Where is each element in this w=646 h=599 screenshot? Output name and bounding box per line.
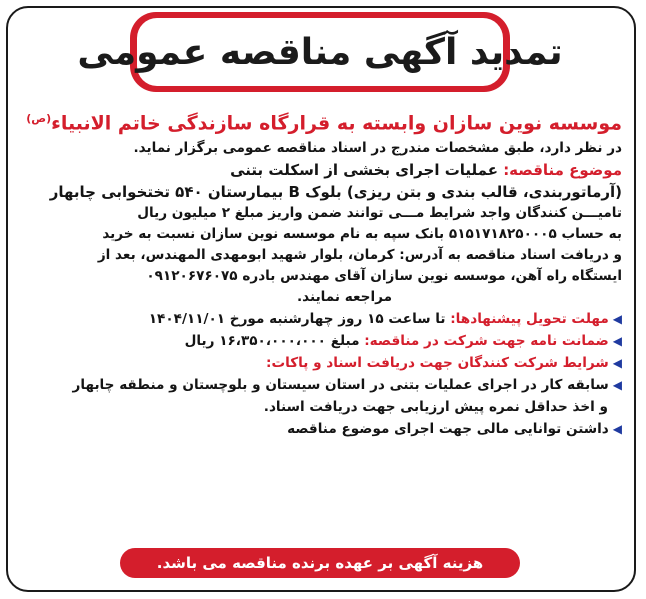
conditions-item <box>20 352 622 374</box>
subject-text-1: عملیات اجرای بخشی از اسکلت بتنی <box>230 161 498 180</box>
arrow-left-icon: ◀ <box>612 422 622 437</box>
body-line-3: و دریافت اسناد مناقصه به آدرس: کرمان، بلوار شهید ابومهدی المهندس، بعد از <box>97 247 622 264</box>
organization-sup: (ص) <box>26 112 52 125</box>
deadline-label: مهلت تحویل پیشنهادها: <box>450 311 609 328</box>
conditions-label: شرایط شرکت کنندگان جهت دریافت اسناد و پاکات: <box>266 355 609 372</box>
subject-label: موضوع مناقصه: <box>503 161 622 180</box>
arrow-left-icon: ◀ <box>612 356 622 371</box>
body-line-2: به حساب ۵۱۵۱۷۱۸۲۵۰۰۰۵ بانک سپه به نام موسسه نوین سازان نسبت به خرید <box>102 226 622 243</box>
footer-text: هزینه آگهی بر عهده برنده مناقصه می باشد. <box>156 554 484 572</box>
condition-2-text: داشتن توانایی مالی جهت اجرای موضوع مناقصه <box>287 421 609 438</box>
body-line-1: تامیـــن کنندگان واجد شرایط مـــی توانند ضمن واریز مبلغ ۲ میلیون ریال <box>137 205 622 222</box>
condition-1-line-2: و اخذ حداقل نمره پیش ارزیابی جهت دریافت اسناد. <box>263 399 608 416</box>
guarantee-item <box>20 330 622 352</box>
organization-name <box>20 112 622 134</box>
deadline-item <box>20 308 622 330</box>
body-line-4: ایستگاه راه آهن، موسسه نوین سازان آقای مهندس بادره ۰۹۱۲۰۶۷۶۰۷۵ <box>146 268 622 285</box>
condition-1-line-1: سابقه کار در اجرای عملیات بتنی در استان سیستان و بلوچستان و منطقه چابهار <box>72 377 609 394</box>
organization-text: موسسه نوین سازان وابسته به قرارگاه سازندگی خاتم الانبیاء <box>51 112 622 135</box>
title-banner <box>77 12 563 92</box>
arrow-left-icon: ◀ <box>612 334 622 349</box>
notice-title: تمدید آگهی مناقصه عمومی <box>77 31 563 73</box>
title-banner-inner <box>77 18 563 86</box>
subject-line-2: (آرماتوربندی، قالب بندی و بتن ریزی) بلوک B بیمارستان ۵۴۰ تختخوابی چابهار <box>49 183 622 202</box>
notice-content <box>20 112 622 440</box>
guarantee-value: مبلغ ۱۶،۳۵۰،۰۰۰،۰۰۰ ریال <box>184 333 360 350</box>
body-line-5: مراجعه نمایند. <box>297 289 392 306</box>
intro-line: در نظر دارد، طبق مشخصات مندرج در اسناد مناقصه عمومی برگزار نماید. <box>133 140 622 157</box>
condition-1 <box>20 374 622 396</box>
footer-banner <box>120 548 520 578</box>
arrow-left-icon: ◀ <box>612 378 622 393</box>
subject-line-1 <box>20 159 622 181</box>
deadline-value: تا ساعت ۱۵ روز چهارشنبه مورخ ۱۴۰۴/۱۱/۰۱ <box>148 311 446 328</box>
guarantee-label: ضمانت نامه جهت شرکت در مناقصه: <box>364 333 609 350</box>
condition-2 <box>20 418 622 440</box>
arrow-left-icon: ◀ <box>612 312 622 327</box>
